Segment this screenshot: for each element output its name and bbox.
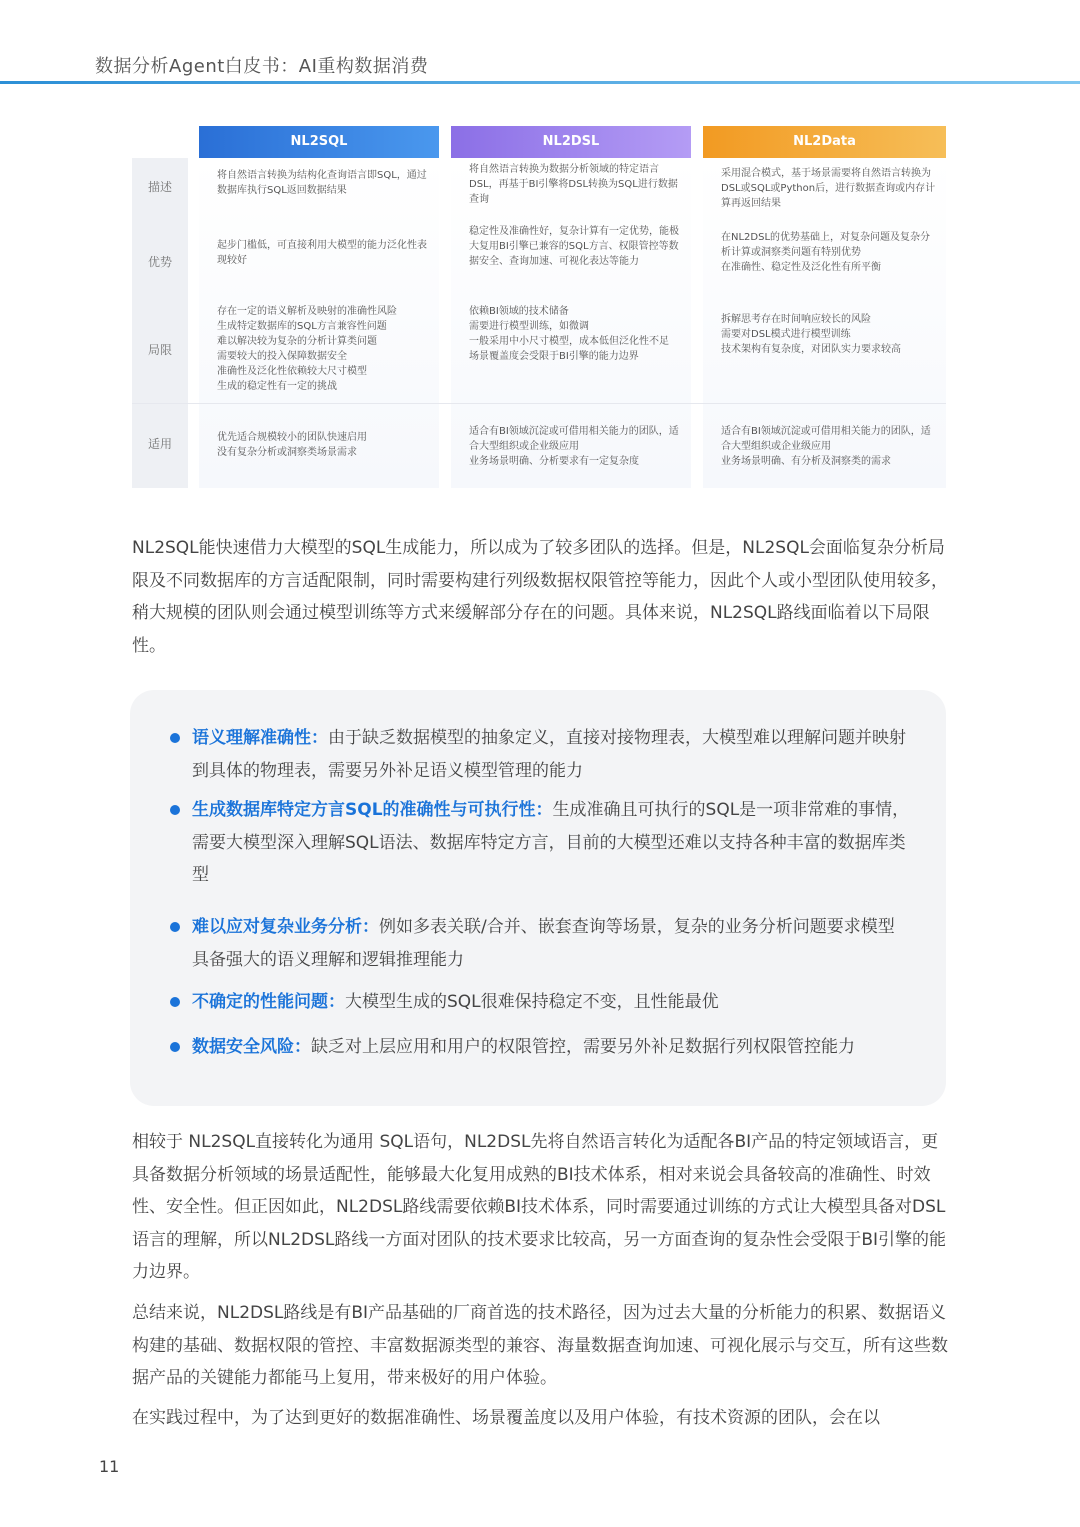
column-nl2dsl bbox=[451, 126, 691, 488]
row-label-column bbox=[132, 158, 188, 488]
limitation-item bbox=[170, 986, 910, 1019]
limitation-title: 难以应对复杂业务分析： bbox=[192, 917, 379, 937]
cell-applicability: 适合有BI领域沉淀或可借用相关能力的团队，适合大型组织或企业级应用 业务场景明确、有分析及洞察类的需求 bbox=[721, 426, 931, 467]
limitation-item bbox=[170, 1031, 910, 1064]
column-nl2data bbox=[703, 126, 946, 488]
column-body bbox=[703, 158, 946, 488]
cell-advantages: 起步门槛低，可直接利用大模型的能力泛化性表现较好 bbox=[217, 240, 427, 266]
column-nl2sql bbox=[199, 126, 439, 488]
bullet-dot-icon bbox=[170, 997, 180, 1007]
cell-advantages: 在NL2DSL的优势基础上，对复杂问题及复杂分析计算或洞察类问题有特别优势 在准确性、稳定性及泛化性有所平衡 bbox=[721, 232, 931, 273]
bullet-dot-icon bbox=[170, 805, 180, 815]
limitation-text: 缺乏对上层应用和用户的权限管控，需要另外补足数据行列权限管控能力 bbox=[311, 1037, 855, 1057]
cell-limitations: 拆解思考存在时间响应较长的风险 需要对DSL模式进行模型训练 技术架构有复杂度，对团队实力要求较高 bbox=[721, 314, 901, 355]
column-header-nl2dsl: NL2DSL bbox=[451, 126, 691, 158]
limitation-text: 由于缺乏数据模型的抽象定义，直接对接物理表，大模型难以理解问题并映射到具体的物理表，需要另外补足语义模型管理的能力 bbox=[192, 728, 906, 781]
limitation-item bbox=[170, 722, 910, 787]
row-label-description: 描述 bbox=[147, 180, 172, 194]
page-number: 11 bbox=[99, 1457, 120, 1476]
paragraph-practice: 在实践过程中，为了达到更好的数据准确性、场景覆盖度以及用户体验，有技术资源的团队，会在以 bbox=[132, 1408, 880, 1428]
row-label-advantages: 优势 bbox=[147, 255, 172, 269]
cell-description: 将自然语言转换为数据分析领域的特定语言DSL，再基于BI引擎将DSL转换为SQL进行数据查询 bbox=[469, 164, 678, 205]
column-body bbox=[199, 158, 439, 488]
paragraph-summary: 总结来说，NL2DSL路线是有BI产品基础的厂商首选的技术路径，因为过去大量的分析能力的积累、数据语义构建的基础、数据权限的管控、丰富数据源类型的兼容、海量数据查询加速、可视化展示与交互，所有这些数据产品的关键能力都能马上复用，带来极好的用户体验。 bbox=[132, 1303, 948, 1388]
limitation-text: 例如多表关联/合并、嵌套查询等场景，复杂的业务分析问题要求模型具备强大的语义理解和逻辑推理能力 bbox=[192, 917, 895, 970]
cell-applicability: 适合有BI领域沉淀或可借用相关能力的团队，适合大型组织或企业级应用 业务场景明确、分析要求有一定复杂度 bbox=[469, 426, 679, 467]
limitation-text: 生成准确且可执行的SQL是一项非常难的事情，需要大模型深入理解SQL语法、数据库特定方言，目前的大模型还难以支持各种丰富的数据库类型 bbox=[192, 800, 910, 885]
document-header-title: 数据分析Agent白皮书：AI重构数据消费 bbox=[95, 56, 429, 77]
cell-applicability: 优先适合规模较小的团队快速启用 没有复杂分析或洞察类场景需求 bbox=[217, 432, 367, 458]
header-divider bbox=[0, 81, 1080, 84]
comparison-table bbox=[132, 126, 946, 488]
bullet-dot-icon bbox=[170, 733, 180, 743]
row-label-applicability: 适用 bbox=[147, 437, 172, 451]
limitation-item bbox=[170, 911, 910, 976]
limitation-title: 语义理解准确性： bbox=[192, 728, 328, 748]
limitation-title: 生成数据库特定方言SQL的准确性与可执行性： bbox=[192, 800, 553, 820]
bullet-dot-icon bbox=[170, 1042, 180, 1052]
cell-advantages: 稳定性及准确性好，复杂计算有一定优势，能极大复用BI引擎已兼容的SQL方言、权限管控等数据安全、查询加速、可视化表达等能力 bbox=[469, 226, 679, 267]
cell-description: 将自然语言转换为结构化查询语言即SQL，通过数据库执行SQL返回数据结果 bbox=[217, 170, 427, 196]
limitation-title: 数据安全风险： bbox=[192, 1037, 311, 1057]
row-divider bbox=[132, 403, 946, 404]
paragraph-nl2sql-overview: NL2SQL能快速借力大模型的SQL生成能力，所以成为了较多团队的选择。但是，NL2SQL会面临复杂分析局限及不同数据库的方言适配限制，同时需要构建行列级数据权限管控等能力，因此个人或小型团队使用较多，稍大规模的团队则会通过模型训练等方式来缓解部分存在的问题。具体来说，NL2SQL路线面临着以下局限性。 bbox=[132, 538, 948, 656]
cell-limitations: 依赖BI领域的技术储备 需要进行模型训练，如微调 一般采用中小尺寸模型，成本低但泛化性不足 场景覆盖度会受限于BI引擎的能力边界 bbox=[469, 306, 669, 362]
limitation-title: 不确定的性能问题： bbox=[192, 992, 345, 1012]
bullet-dot-icon bbox=[170, 922, 180, 932]
cell-description: 采用混合模式，基于场景需要将自然语言转换为DSL或SQL或Python后，进行数据查询或内存计算再返回结果 bbox=[721, 168, 936, 209]
row-label-limitations: 局限 bbox=[147, 343, 172, 357]
limitation-text: 大模型生成的SQL很难保持稳定不变，且性能最优 bbox=[345, 992, 719, 1012]
column-header-nl2sql: NL2SQL bbox=[199, 126, 439, 158]
paragraph-nl2dsl-comparison: 相较于 NL2SQL直接转化为通用 SQL语句，NL2DSL先将自然语言转化为适配各BI产品的特定领域语言，更具备数据分析领域的场景适配性，能够最大化复用成熟的BI技术体系，相对来说会具备较高的准确性、时效性、安全性。但正因如此，NL2DSL路线需要依赖BI技术体系，同时需要通过训练的方式让大模型具备对DSL语言的理解，所以NL2DSL路线一方面对团队的技术要求比较高，另一方面查询的复杂性会受限于BI引擎的能力边界。 bbox=[132, 1132, 947, 1282]
cell-limitations: 存在一定的语义解析及映射的准确性风险 生成特定数据库的SQL方言兼容性问题 难以解决较为复杂的分析计算类问题 需要较大的投入保障数据安全 准确性及泛化性依赖较大尺寸模型 生成的稳定性有一定的挑战 bbox=[217, 306, 397, 392]
column-header-nl2data: NL2Data bbox=[703, 126, 946, 158]
column-body bbox=[451, 158, 691, 488]
limitation-item bbox=[170, 794, 910, 892]
